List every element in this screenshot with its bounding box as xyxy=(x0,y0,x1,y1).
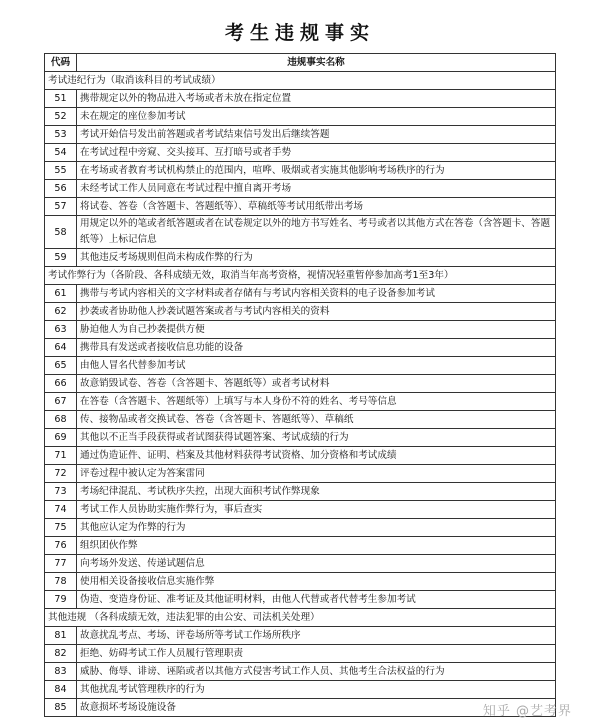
table-row xyxy=(45,411,556,429)
violation-name: 考场纪律混乱、考试秩序失控，出现大面积考试作弊现象 xyxy=(77,483,556,501)
table-row xyxy=(45,249,556,267)
violation-name: 其他应认定为作弊的行为 xyxy=(77,519,556,537)
table-row xyxy=(45,429,556,447)
section-row xyxy=(45,267,556,285)
violation-name: 故意销毁试卷、答卷（含答题卡、答题纸等）或者考试材料 xyxy=(77,375,556,393)
table-row xyxy=(45,126,556,144)
table-row xyxy=(45,699,556,717)
violation-code: 75 xyxy=(45,519,77,537)
table-row xyxy=(45,357,556,375)
violation-name: 传、接物品或者交换试卷、答卷（含答题卡、答题纸等）、草稿纸 xyxy=(77,411,556,429)
violation-name: 评卷过程中被认定为答案雷同 xyxy=(77,465,556,483)
violation-code: 79 xyxy=(45,591,77,609)
table-row xyxy=(45,663,556,681)
table-row xyxy=(45,180,556,198)
violation-name: 故意损坏考场设施设备 xyxy=(77,699,556,717)
violation-code: 73 xyxy=(45,483,77,501)
table-row xyxy=(45,162,556,180)
violation-name: 胁迫他人为自己抄袭提供方便 xyxy=(77,321,556,339)
violation-code: 56 xyxy=(45,180,77,198)
section-row xyxy=(45,609,556,627)
table-row xyxy=(45,339,556,357)
table-row xyxy=(45,144,556,162)
violation-code: 57 xyxy=(45,198,77,216)
violation-name: 在考试过程中旁窥、交头接耳、互打暗号或者手势 xyxy=(77,144,556,162)
violation-code: 63 xyxy=(45,321,77,339)
table-header-row xyxy=(45,54,556,72)
violation-code: 67 xyxy=(45,393,77,411)
violation-name: 其他以不正当手段获得或者试图获得试题答案、考试成绩的行为 xyxy=(77,429,556,447)
violation-name: 携带规定以外的物品进入考场或者未放在指定位置 xyxy=(77,90,556,108)
violation-code: 64 xyxy=(45,339,77,357)
violation-name: 携带具有发送或者接收信息功能的设备 xyxy=(77,339,556,357)
violation-code: 78 xyxy=(45,573,77,591)
violation-name: 其他违反考场规则但尚未构成作弊的行为 xyxy=(77,249,556,267)
table-row xyxy=(45,681,556,699)
violation-name: 故意扰乱考点、考场、评卷场所等考试工作场所秩序 xyxy=(77,627,556,645)
table-row xyxy=(45,555,556,573)
violation-name: 考试工作人员协助实施作弊行为，事后查实 xyxy=(77,501,556,519)
violation-code: 85 xyxy=(45,699,77,717)
violation-name: 抄袭或者协助他人抄袭试题答案或者与考试内容相关的资料 xyxy=(77,303,556,321)
violation-name: 在考场或者教育考试机构禁止的范围内，喧哗、吸烟或者实施其他影响考场秩序的行为 xyxy=(77,162,556,180)
watermark: 知乎 @艺考界 xyxy=(482,704,572,719)
page-title: 考生违规事实 xyxy=(224,22,375,44)
violation-name: 未在规定的座位参加考试 xyxy=(77,108,556,126)
violation-code: 72 xyxy=(45,465,77,483)
table-row xyxy=(45,198,556,216)
violation-code: 77 xyxy=(45,555,77,573)
violation-code: 68 xyxy=(45,411,77,429)
violation-code: 59 xyxy=(45,249,77,267)
table-row xyxy=(45,216,556,249)
violation-code: 65 xyxy=(45,357,77,375)
violation-name: 其他扰乱考试管理秩序的行为 xyxy=(77,681,556,699)
table-row xyxy=(45,573,556,591)
violation-name: 未经考试工作人员同意在考试过程中擅自离开考场 xyxy=(77,180,556,198)
violation-code: 69 xyxy=(45,429,77,447)
table-row xyxy=(45,501,556,519)
violation-code: 83 xyxy=(45,663,77,681)
violation-name: 组织团伙作弊 xyxy=(77,537,556,555)
section-heading: 其他违规 （各科成绩无效，违法犯罪的由公安、司法机关处理） xyxy=(45,609,556,627)
violation-code: 54 xyxy=(45,144,77,162)
violation-code: 71 xyxy=(45,447,77,465)
table-row xyxy=(45,393,556,411)
table-row xyxy=(45,375,556,393)
table-row xyxy=(45,645,556,663)
violation-code: 84 xyxy=(45,681,77,699)
violation-name: 用规定以外的笔或者纸答题或者在试卷规定以外的地方书写姓名、考号或者以其他方式在答卷（含答题卡、答题纸等）上标记信息 xyxy=(77,216,556,249)
violation-name: 由他人冒名代替参加考试 xyxy=(77,357,556,375)
violation-name: 将试卷、答卷（含答题卡、答题纸等）、草稿纸等考试用纸带出考场 xyxy=(77,198,556,216)
violation-code: 58 xyxy=(45,216,77,249)
header-code: 代码 xyxy=(45,54,77,72)
section-heading: 考试作弊行为（各阶段、各科成绩无效，取消当年高考资格，视情况轻重暂停参加高考1至3年） xyxy=(45,267,556,285)
violation-code: 61 xyxy=(45,285,77,303)
table-row xyxy=(45,537,556,555)
table-row xyxy=(45,627,556,645)
violation-name: 在答卷（含答题卡、答题纸等）上填写与本人身份不符的姓名、考号等信息 xyxy=(77,393,556,411)
violation-code: 55 xyxy=(45,162,77,180)
header-name: 违规事实名称 xyxy=(77,54,556,72)
violation-name: 携带与考试内容相关的文字材料或者存储有与考试内容相关资料的电子设备参加考试 xyxy=(77,285,556,303)
violation-code: 76 xyxy=(45,537,77,555)
violation-code: 51 xyxy=(45,90,77,108)
violation-code: 74 xyxy=(45,501,77,519)
violation-code: 82 xyxy=(45,645,77,663)
violation-name: 通过伪造证件、证明、档案及其他材料获得考试资格、加分资格和考试成绩 xyxy=(77,447,556,465)
violation-name: 使用相关设备接收信息实施作弊 xyxy=(77,573,556,591)
table-row xyxy=(45,591,556,609)
table-row xyxy=(45,285,556,303)
violation-name: 拒绝、妨碍考试工作人员履行管理职责 xyxy=(77,645,556,663)
table-row xyxy=(45,483,556,501)
violation-code: 81 xyxy=(45,627,77,645)
table-row xyxy=(45,303,556,321)
violation-code: 62 xyxy=(45,303,77,321)
table-row xyxy=(45,447,556,465)
violation-name: 向考场外发送、传递试题信息 xyxy=(77,555,556,573)
violation-name: 威胁、侮辱、诽谤、诬陷或者以其他方式侵害考试工作人员、其他考生合法权益的行为 xyxy=(77,663,556,681)
section-row xyxy=(45,72,556,90)
section-heading: 考试违纪行为（取消该科目的考试成绩） xyxy=(45,72,556,90)
violation-code: 53 xyxy=(45,126,77,144)
table-row xyxy=(45,465,556,483)
table-row xyxy=(45,321,556,339)
table-body xyxy=(45,72,556,717)
violations-table xyxy=(44,53,556,717)
table-row xyxy=(45,108,556,126)
violation-name: 伪造、变造身份证、准考证及其他证明材料，由他人代替或者代替考生参加考试 xyxy=(77,591,556,609)
table-row xyxy=(45,519,556,537)
table-row xyxy=(45,90,556,108)
violation-name: 考试开始信号发出前答题或者考试结束信号发出后继续答题 xyxy=(77,126,556,144)
violation-code: 52 xyxy=(45,108,77,126)
violation-code: 66 xyxy=(45,375,77,393)
